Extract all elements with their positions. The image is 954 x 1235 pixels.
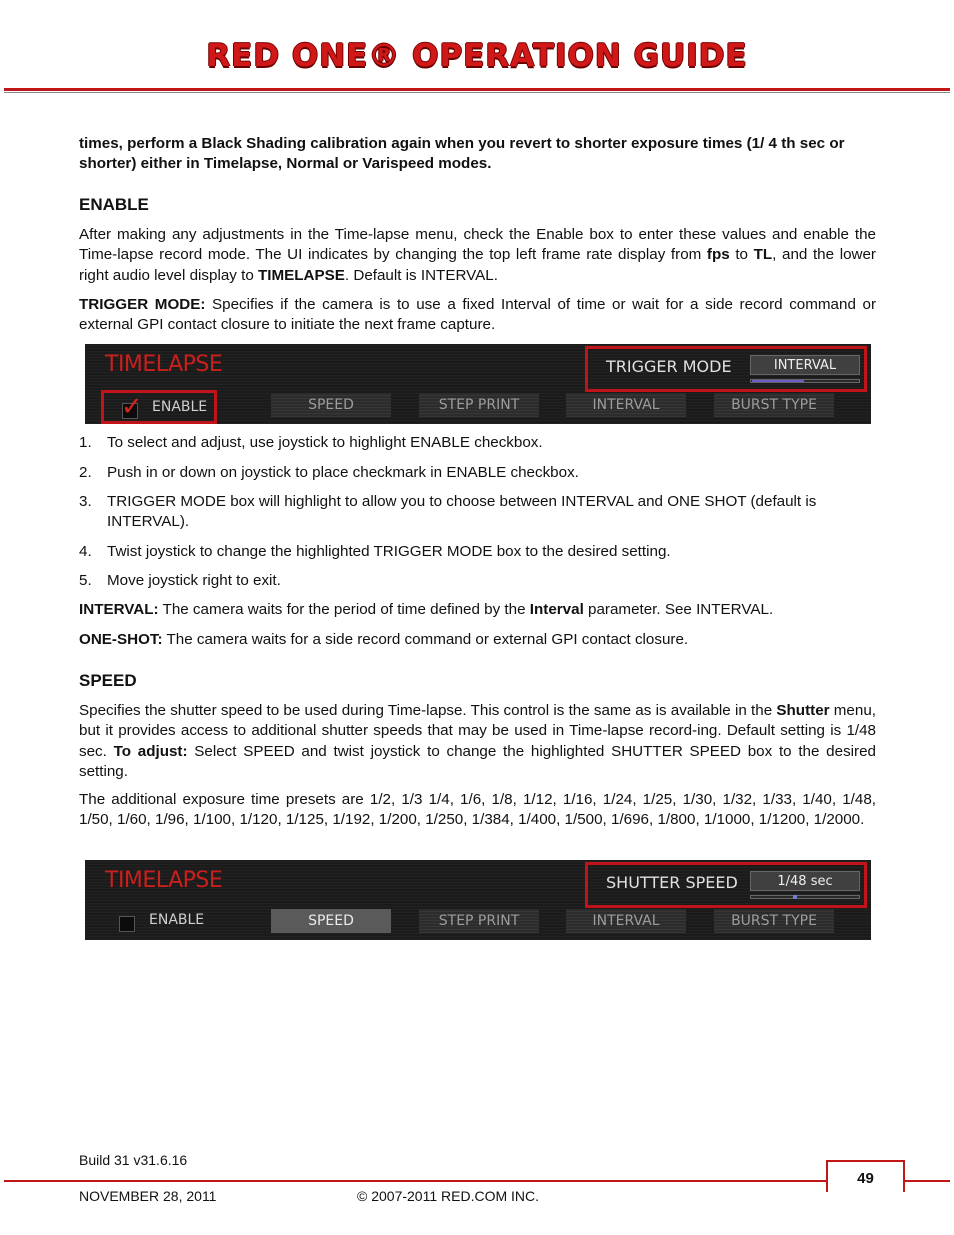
tab-burst-type[interactable]: BURST TYPE [714,909,834,933]
list-number: 3. [79,493,92,510]
text-run: The camera waits for the period of time defined by the [158,601,530,618]
tab-interval[interactable]: INTERVAL [566,393,686,417]
text-run: . Default is INTERVAL. [344,266,498,284]
oneshot-definition [79,630,876,650]
text-run: parameter. See INTERVAL. [583,601,774,618]
timelapse-title: TIMELAPSE [105,868,223,893]
list-text: Push in or down on joystick to place checkmark in ENABLE checkbox. [107,463,579,481]
tab-interval[interactable]: INTERVAL [566,909,686,933]
text-run-bold: fps [706,246,730,264]
speed-heading: SPEED [79,671,137,690]
text-run-bold: TIMELAPSE [257,266,345,284]
steps-list [79,433,876,601]
trigger-mode-track [750,379,860,383]
text-run-bold: ONE-SHOT: [79,631,163,648]
list-text: TRIGGER MODE box will highlight to allow you to choose between INTERVAL and ONE SHOT (default is INTERVAL). [107,493,817,531]
tab-burst-type[interactable]: BURST TYPE [714,393,834,417]
list-number: 5. [79,572,92,589]
header-rule-shadow [4,92,950,93]
trigger-mode-paragraph [79,295,876,336]
list-text: Move joystick right to exit. [107,572,281,589]
shutter-speed-value[interactable]: 1/48 sec [750,871,860,891]
enable-checkbox[interactable] [119,916,135,932]
text-run: The camera waits for a side record command or external GPI contact closure. [162,631,689,648]
enable-heading: ENABLE [79,195,149,214]
timelapse-panel-shutter [85,860,871,940]
intro-paragraph: times, perform a Black Shading calibration again when you revert to shorter exposure times (1/ 4 th sec or shorter) either in Timelapse, Normal or Varispeed modes. [79,135,845,173]
tab-step-print[interactable]: STEP PRINT [419,393,539,417]
trigger-mode-value[interactable]: INTERVAL [750,355,860,375]
footer-rule [4,1180,826,1182]
enable-label: ENABLE [149,912,205,928]
build-info: Build 31 v31.6.16 [79,1152,188,1168]
trigger-mode-box[interactable] [585,346,867,392]
text-run-bold: TRIGGER MODE: [79,296,206,313]
tab-step-print[interactable]: STEP PRINT [419,909,539,933]
tab-speed[interactable]: SPEED [271,393,391,417]
interval-definition [79,600,876,620]
text-run: After making any adjustments in the Time-lapse menu, check the Enable box to enter these values and enable the Time-lapse record mode. The UI indicates by changing the top left frame rate display from [79,226,876,264]
text-run-bold: INTERVAL: [79,601,159,618]
trigger-mode-label: TRIGGER MODE [606,357,732,376]
text-run-bold: Interval [529,601,584,618]
text-run: Select SPEED and twist joystick to change the highlighted SHUTTER SPEED box to the desired setting. [79,742,876,780]
trigger-mode-fill [752,380,804,382]
page-header-title: RED ONE® OPERATION GUIDE [206,38,748,74]
list-text: Twist joystick to change the highlighted TRIGGER MODE box to the desired setting. [107,542,671,560]
list-item [79,492,876,542]
list-item [79,463,876,493]
list-number: 4. [79,542,92,560]
shutter-speed-label: SHUTTER SPEED [606,873,738,892]
footer-rule-right [905,1180,950,1182]
tab-speed[interactable]: SPEED [271,909,391,933]
text-run-bold: Shutter [776,702,830,719]
enable-label: ENABLE [152,399,208,415]
footer-date: NOVEMBER 28, 2011 [79,1188,217,1204]
enable-checkbox[interactable] [121,392,143,422]
text-run-bold: To adjust: [113,742,188,760]
text-run: Specifies the shutter speed to be used during Time-lapse. This control is the same as is available in the [79,702,777,719]
enable-checkbox-area[interactable] [101,906,217,940]
shutter-speed-knob[interactable] [793,895,797,899]
presets-paragraph: The additional exposure time presets are 1/2, 1/3 1/4, 1/6, 1/8, 1/12, 1/16, 1/24, 1/25, 1/30, 1/32, 1/33, 1/40, 1/48, 1/50, 1/60, 1/96, 1/100, 1/120, 1/125, 1/192, 1/200, 1/250, 1/384, 1/400, 1/500, 1/696, 1/800, 1/1000, 1/1200, 1/2000. [79,791,876,829]
enable-checkbox-highlight[interactable] [101,390,217,424]
text-run-bold: TL [753,246,773,264]
timelapse-title: TIMELAPSE [105,352,223,377]
list-item [79,571,876,601]
page-number: 49 [857,1170,874,1187]
text-run: to [729,246,754,264]
timelapse-panel-trigger [85,344,871,424]
text-run: Specifies if the camera is to use a fixed Interval of time or wait for a side record command or external GPI contact closure to initiate the next frame capture. [79,296,876,334]
list-item [79,433,876,463]
header-rule [4,88,950,91]
list-item [79,542,876,572]
list-number: 1. [79,434,92,451]
checkmark-icon: ✓ [121,392,143,422]
shutter-speed-track [750,895,860,899]
footer-copyright: © 2007-2011 RED.COM INC. [357,1188,540,1204]
text-run: , and the lower right audio level display to [79,246,876,284]
list-number: 2. [79,463,92,481]
enable-paragraph [79,225,876,286]
list-text: To select and adjust, use joystick to highlight ENABLE checkbox. [107,434,543,451]
text-run: menu, but it provides access to additional shutter speeds that may be used in Time-lapse record-ing. Default setting is 1/48 sec. [79,702,876,760]
speed-paragraph [79,701,876,782]
shutter-speed-box[interactable] [585,862,867,908]
